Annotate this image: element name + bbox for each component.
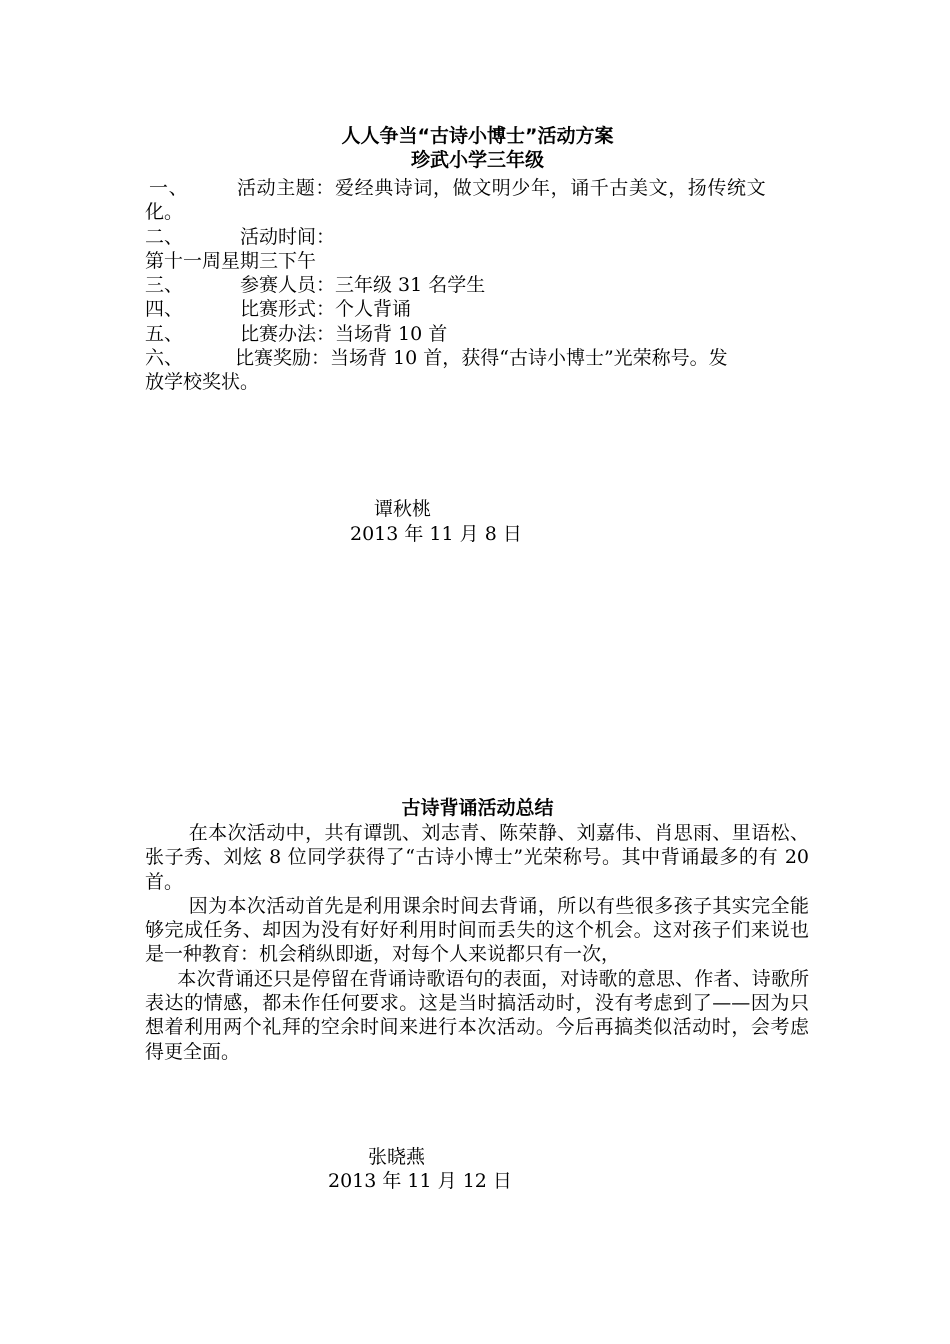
item-number: 二、 <box>145 225 184 248</box>
item-text: 比赛奖励：当场背 10 首，获得“古诗小博士”光荣称号。发 <box>235 347 728 370</box>
summary-title: 古诗背诵活动总结 <box>401 797 554 819</box>
item-number: 三、 <box>145 274 184 297</box>
item-text: 参赛人员：三年级 31 名学生 <box>240 274 486 297</box>
plan-item-4 <box>145 297 813 321</box>
item-number: 四、 <box>145 298 184 321</box>
plan-title: 人人争当“古诗小博士”活动方案 <box>341 125 614 147</box>
summary-body <box>145 821 809 1064</box>
plan-author: 谭秋桃 <box>374 498 432 520</box>
item-text: 活动时间： <box>240 225 336 248</box>
item-text: 活动主题：爱经典诗词，做文明少年，诵千古美文，扬传统文 <box>237 177 767 199</box>
summary-paragraph-2: 因为本次活动首先是利用课余时间去背诵，所以有些很多孩子其实完全能够完成任务、却因为没有好好利用时间而丢失的这个机会。这对孩子们来说也是一种教育：机会稍纵即逝，对每个人来说都只有一次， <box>145 894 809 966</box>
plan-subtitle: 珍武小学三年级 <box>410 149 544 171</box>
summary-section <box>145 796 810 820</box>
item-text: 比赛形式：个人背诵 <box>240 298 412 321</box>
plan-item-5 <box>145 322 813 346</box>
plan-items <box>145 176 813 395</box>
item-number: 六、 <box>145 347 184 370</box>
item-number: 一、 <box>149 177 189 199</box>
summary-paragraph-3: 本次背诵还只是停留在背诵诗歌语句的表面，对诗歌的意思、作者、诗歌所表达的情感，都未作任何要求。这是当时搞活动时，没有考虑到了——因为只想着利用两个礼拜的空余时间来进行本次活动。今后再搞类似活动时，会考虑得更全面。 <box>145 967 809 1063</box>
plan-item-1-continued: 化。 <box>145 201 184 224</box>
plan-item-3 <box>145 273 813 297</box>
plan-date: 2013 年 11 月 8 日 <box>350 523 522 545</box>
plan-item-2-continued: 第十一周星期三下午 <box>145 249 317 272</box>
plan-item-6 <box>145 346 813 370</box>
plan-section <box>145 124 810 172</box>
plan-item-1 <box>145 176 813 200</box>
item-text: 比赛办法：当场背 10 首 <box>240 322 448 345</box>
plan-item-6-continued: 放学校奖状。 <box>145 371 260 394</box>
item-number: 五、 <box>145 322 184 345</box>
summary-author: 张晓燕 <box>368 1146 426 1168</box>
summary-paragraph-1: 在本次活动中，共有谭凯、刘志青、陈荣静、刘嘉伟、肖思雨、里语松、张子秀、刘炫 8 位同学获得了“古诗小博士”光荣称号。其中背诵最多的有 20 首。 <box>145 822 809 893</box>
summary-date: 2013 年 11 月 12 日 <box>328 1170 512 1192</box>
plan-item-2 <box>145 225 813 249</box>
